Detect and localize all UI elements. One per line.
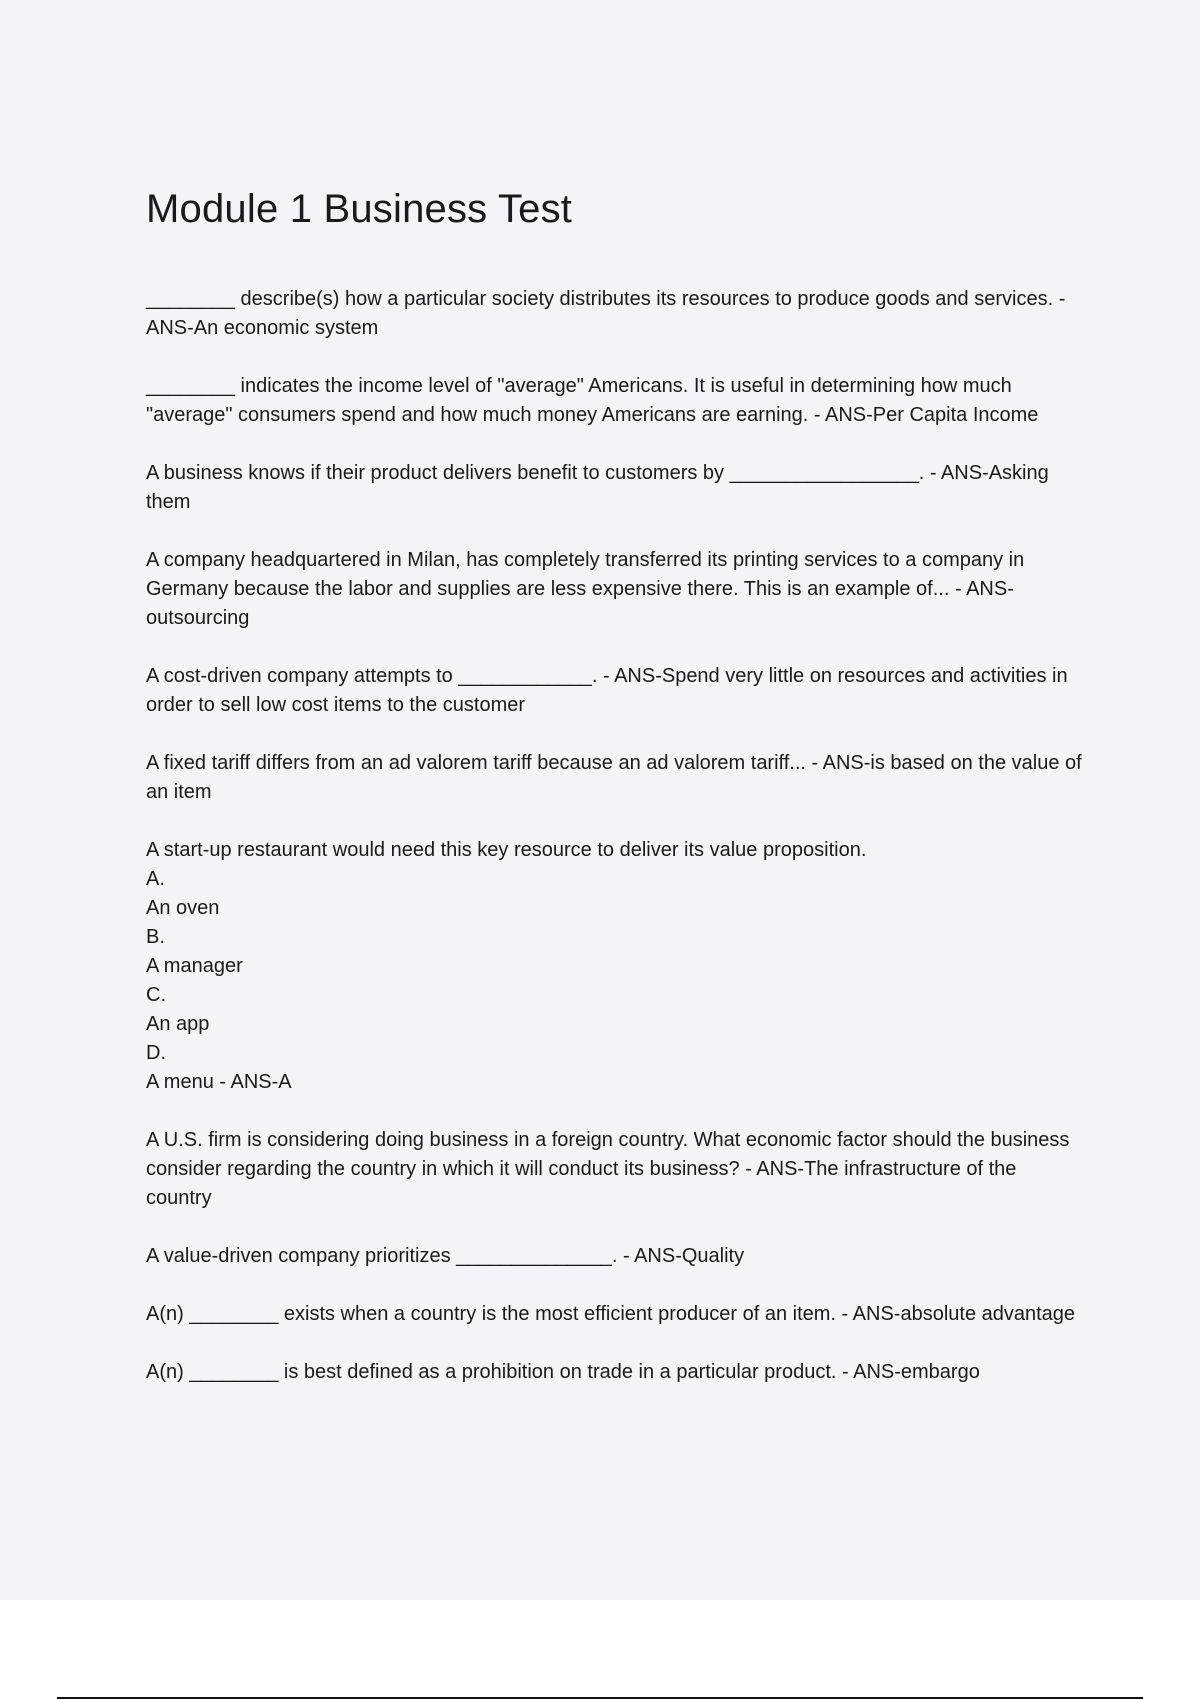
qa-item-6: A fixed tariff differs from an ad valorem tariff because an ad valorem tariff... - ANS-is based on the value of an item: [146, 752, 1088, 803]
qa-item-7: A start-up restaurant would need this key resource to deliver its value proposition. A. An oven B. A manager C. An app D. A menu - ANS-A: [146, 839, 867, 1093]
qa-item-10: A(n) ________ exists when a country is the most efficient producer of an item. - ANS-absolute advantage: [146, 1303, 1076, 1325]
qa-item-1: ________ describe(s) how a particular society distributes its resources to produce goods and services. - ANS-An economic system: [146, 288, 1070, 339]
qa-item-5: A cost-driven company attempts to ____________. - ANS-Spend very little on resources and activities in order to sell low cost items to the customer: [146, 665, 1074, 716]
qa-item-4: A company headquartered in Milan, has completely transferred its printing services to a company in Germany because the labor and supplies are less expensive there. This is an example of... - ANS-outsourcing: [146, 549, 1030, 629]
qa-item-9: A value-driven company prioritizes ______________. - ANS-Quality: [146, 1245, 745, 1267]
footer-divider: [57, 1697, 1143, 1699]
qa-item-2: ________ indicates the income level of "average" Americans. It is useful in determining how much "average" consumers spend and how much money Americans are earning. - ANS-Per Capita Income: [146, 375, 1039, 426]
document-content: [146, 183, 1086, 1416]
qa-item-3: A business knows if their product delivers benefit to customers by _________________. - ANS-Asking them: [146, 462, 1055, 513]
page-title: Module 1 Business Test: [146, 187, 573, 231]
qa-item-11: A(n) ________ is best defined as a prohibition on trade in a particular product. - ANS-embargo: [146, 1361, 980, 1383]
qa-item-8: A U.S. firm is considering doing business in a foreign country. What economic factor should the business consider regarding the country in which it will conduct its business? - ANS-The infrastructure of the country: [146, 1129, 1075, 1209]
